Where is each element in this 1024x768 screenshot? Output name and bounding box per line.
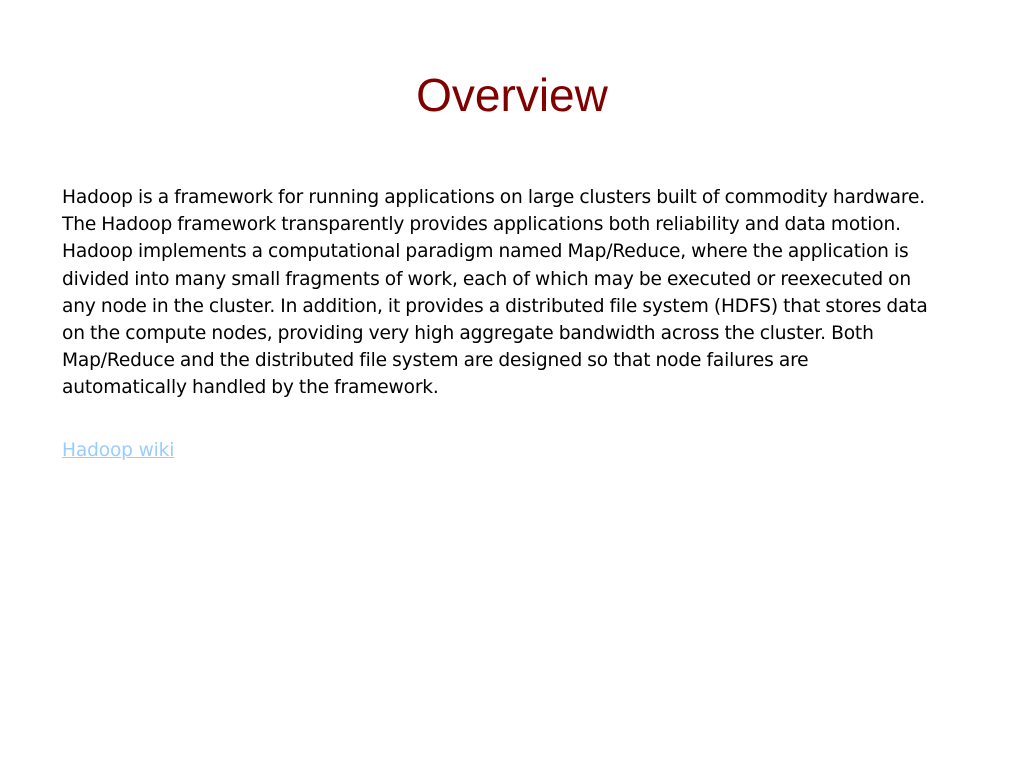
slide-title: Overview xyxy=(416,69,608,121)
hadoop-wiki-link[interactable]: Hadoop wiki xyxy=(62,440,175,461)
body-paragraph: Hadoop is a framework for running applications on large clusters built of commodity hardware. The Hadoop framework transparently provides applications both reliability and data motion. Hadoop implements a computational paradigm named Map/Reduce, where the application is divided into many small fragments of work, each of which may be executed or reexecuted on any node in the cluster. In addition, it provides a distributed file system (HDFS) that stores data on the compute nodes, providing very high aggregate bandwidth across the cluster. Both Map/Reduce and the distributed file system are designed so that node failures are automatically handled by the framework. xyxy=(62,187,928,399)
